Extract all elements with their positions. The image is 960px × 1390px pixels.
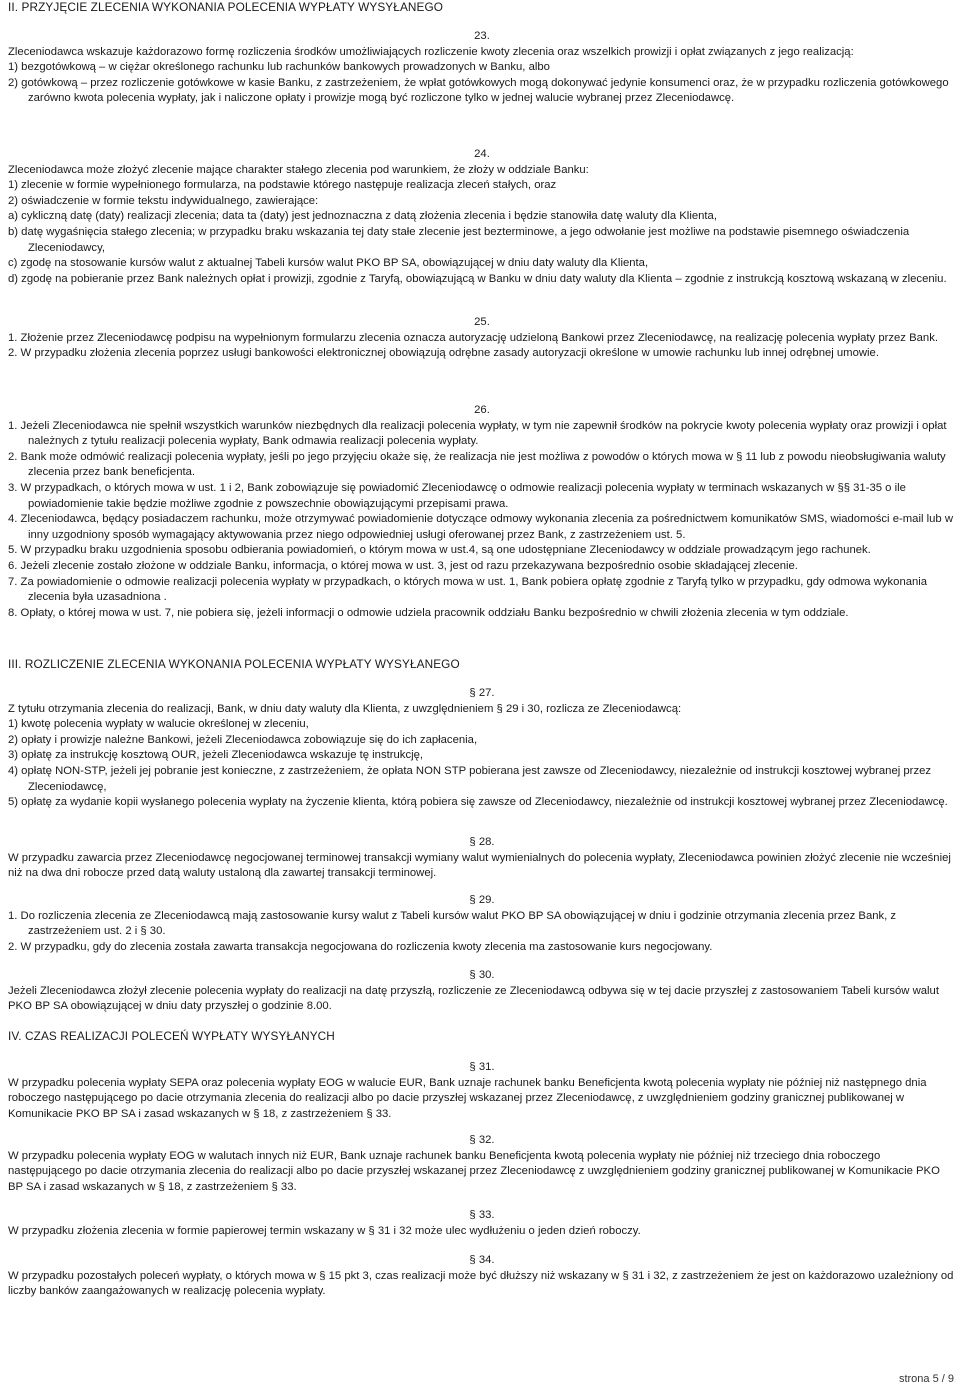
paragraph-number: 24. bbox=[474, 148, 490, 160]
list-item: 2. Bank może odmówić realizacji polecenia wypłaty, jeśli po jego przyjęciu okaże się, że realizacja nie jest możliwa z powodów o których mowa w § 11 lub z powodu nieobsługiwania waluty zlecenia przez bank beneficjenta. bbox=[8, 450, 946, 479]
list-item: 2) gotówkową – przez rozliczenie gotówkowe w kasie Banku, z zastrzeżeniem, że wpłat gotówkowych mogą dokonywać jedynie konsumenci oraz, że w przypadku rozliczenia gotówkowego zarówno kwota polecenia wypłaty, jak i naliczone opłaty i prowizje mogą być rozliczone tylko w jednej walucie wybranej przez Zleceniodawcę. bbox=[8, 76, 949, 105]
list-item: 4. Zleceniodawca, będący posiadaczem rachunku, może otrzymywać powiadomienie dotyczące odmowy wykonania zlecenia za pośrednictwem komunikatów SMS, wiadomości e-mail lub w inny uzgodniony sposób wymagający aktywowania przez niego odpowiedniej usługi oferowanej przez Bank, z zastrzeżeniem ust. 5. bbox=[8, 513, 953, 541]
paragraph-28 bbox=[8, 835, 956, 882]
list-item: 7. Za powiadomienie o odmowie realizacji polecenia wypłaty w przypadkach, o których mowa w ust. 1, Bank pobiera opłatę zgodnie z Taryfą tylko w przypadku, gdy odmowa wykonania zlecenia była uzasadniona . bbox=[8, 575, 928, 604]
paragraph-25 bbox=[8, 315, 956, 362]
paragraph-text: W przypadku złożenia zlecenia w formie papierowej termin wskazany w § 31 i 32 może ulec wydłużeniu o jeden dzień roboczy. bbox=[8, 1224, 641, 1237]
paragraph-text: Jeżeli Zleceniodawca złożył zlecenie polecenia wypłaty do realizacji na datę przyszłą, rozliczenie ze Zleceniodawcą odbywa się w tej dacie przyszłej z zastosowaniem Tabeli kursów walut PKO BP SA obowiązującej w dniu daty przyszłej o godzinie 8.00. bbox=[8, 984, 939, 1013]
list-item: 1) bezgotówkową – w ciężar określonego rachunku lub rachunków bankowych prowadzonych w Banku, albo bbox=[8, 61, 550, 74]
list-item: 2) oświadczenie w formie tekstu indywidualnego, zawierające: bbox=[8, 194, 319, 207]
list-item: 6. Jeżeli zlecenie zostało złożone w oddziale Banku, informacja, o której mowa w ust. 3, jest od razu przekazywana bezpośrednio osobie składającej zlecenie. bbox=[8, 559, 798, 572]
list-item: 2. W przypadku, gdy do zlecenia została zawarta transakcja negocjowana do rozliczenia kwoty zlecenia ma zastosowanie kurs negocjowany. bbox=[8, 940, 713, 953]
list-item: 3. W przypadkach, o których mowa w ust. 1 i 2, Bank zobowiązuje się powiadomić Zleceniodawcę o odmowie realizacji polecenia wypłaty w terminach wskazanych w §§ 31-35 o ile powiadomienie takie będzie możliwe zgodnie z powszechnie obowiązującymi przepisami prawa. bbox=[8, 481, 906, 510]
list-item: 1. Do rozliczenia zlecenia ze Zleceniodawcą mają zastosowanie kursy walut z Tabeli kursów walut PKO BP SA obowiązującej w dniu i godzinie otrzymania zlecenia przez Bank, z zastrzeżeniem ust. 2 i § 30. bbox=[8, 909, 897, 938]
list-item: 4) opłatę NON-STP, jeżeli jej pobranie jest konieczne, z zastrzeżeniem, że opłata NON STP pobierana jest zawsze od Zleceniodawcy, niezależnie od instrukcji kosztowej wybranej przez Zleceniodawcę, bbox=[8, 764, 932, 793]
list-item: 5. W przypadku braku uzgodnienia sposobu odbierania powiadomień, o którym mowa w ust.4, są one udostępniane Zleceniodawcy w oddziale prowadzącym jego rachunek. bbox=[8, 544, 871, 557]
list-item: 1. Złożenie przez Zleceniodawcę podpisu na wypełnionym formularzu zlecenia oznacza autoryzację udzieloną Bankowi przez Zleceniodawcę, na realizację polecenia wypłaty przez Bank. bbox=[8, 331, 938, 344]
section-title-2: II. PRZYJĘCIE ZLECENIA WYKONANIA POLECENIA WYPŁATY WYSYŁANEGO bbox=[8, 0, 444, 14]
paragraph-number: § 31. bbox=[469, 1061, 495, 1073]
paragraph-text: Zleceniodawca wskazuje każdorazowo formę rozliczenia środków umożliwiających rozliczenie kwoty zlecenia oraz wszelkich prowizji i opłat związanych z jego realizacją: bbox=[8, 45, 854, 58]
list-item: 1. Jeżeli Zleceniodawca nie spełnił wszystkich warunków niezbędnych dla realizacji polecenia wypłaty, w tym nie zapewnił środków na pokrycie kwoty polecenia wypłaty oraz prowizji i opłat należnych z tytułu realizacji polecenia wypłaty, Bank odmawia realizacji polecenia wypłaty. bbox=[8, 419, 947, 448]
section-title-4: IV. CZAS REALIZACJI POLECEŃ WYPŁATY WYSYŁANYCH bbox=[8, 1029, 335, 1043]
list-item: c) zgodę na stosowanie kursów walut z aktualnej Tabeli kursów walut PKO BP SA, obowiązującej w dniu daty waluty dla Klienta, bbox=[8, 257, 649, 270]
paragraph-number: § 32. bbox=[469, 1134, 495, 1146]
paragraph-text: W przypadku polecenia wypłaty EOG w walutach innych niż EUR, Bank uznaje rachunek banku Beneficjenta kwotą polecenia wypłaty nie później niż trzeciego dnia roboczego następującego po dacie otrzymania zlecenia do realizacji albo po dacie przyszłej wskazanej przez Zleceniodawcę z uwzględnieniem godziny granicznej publikowanej w Komunikacie PKO BP SA i zasad wskazanych w § 18, z zastrzeżeniem § 33. bbox=[8, 1149, 940, 1193]
paragraph-27 bbox=[8, 686, 956, 811]
paragraph-34 bbox=[8, 1253, 956, 1300]
list-item: d) zgodę na pobieranie przez Bank należnych opłat i prowizji, zgodnie z Taryfą, obowiązującą w Banku w dniu daty waluty dla Klienta – zgodnie z instrukcją kosztową wskazaną w zleceniu. bbox=[8, 272, 947, 285]
section-title-3: III. ROZLICZENIE ZLECENIA WYKONANIA POLECENIA WYPŁATY WYSYŁANEGO bbox=[8, 657, 460, 671]
paragraph-number: § 33. bbox=[469, 1209, 495, 1221]
paragraph-number: § 29. bbox=[469, 894, 495, 906]
paragraph-text: Z tytułu otrzymania zlecenia do realizacji, Bank, w dniu daty waluty dla Klienta, z uwzględnieniem § 29 i 30, rozlicza ze Zleceniodawcą: bbox=[8, 702, 682, 715]
paragraph-text: W przypadku polecenia wypłaty SEPA oraz polecenia wypłaty EOG w walucie EUR, Bank uznaje rachunek banku Beneficjenta kwotą polecenia wypłaty nie później niż następnego dnia roboczego następującego po dacie otrzymania zlecenia do realizacji albo po dacie przyszłej wskazanej przez Zleceniodawcę, z uwzględnieniem godziny granicznej publikowanej w Komunikacie PKO BP SA i zasad wskazanych w § 18, z zastrzeżeniem § 33. bbox=[8, 1076, 927, 1120]
paragraph-33 bbox=[8, 1208, 956, 1239]
paragraph-32 bbox=[8, 1133, 956, 1195]
paragraph-number: § 28. bbox=[469, 836, 495, 848]
paragraph-number: § 34. bbox=[469, 1254, 495, 1266]
list-item: 2. W przypadku złożenia zlecenia poprzez usługi bankowości elektronicznej obowiązują odrębne zasady autoryzacji określone w umowie rachunku lub innej odrębnej umowie. bbox=[8, 347, 879, 360]
list-item: 3) opłatę za instrukcję kosztową OUR, jeżeli Zleceniodawca wskazuje tę instrukcję, bbox=[8, 749, 424, 762]
paragraph-number: § 27. bbox=[469, 687, 495, 699]
paragraph-29 bbox=[8, 893, 956, 955]
paragraph-text: Zleceniodawca może złożyć zlecenie mające charakter stałego zlecenia pod warunkiem, że złoży w oddziale Banku: bbox=[8, 163, 589, 176]
list-item: 1) zlecenie w formie wypełnionego formularza, na podstawie którego następuje realizacja zleceń stałych, oraz bbox=[8, 179, 557, 192]
list-item: 2) opłaty i prowizje należne Bankowi, jeżeli Zleceniodawca zobowiązuje się do ich zapłacenia, bbox=[8, 733, 478, 746]
paragraph-24 bbox=[8, 147, 956, 287]
list-item: 5) opłatę za wydanie kopii wysłanego polecenia wypłaty na życzenie klienta, którą pobiera się zawsze od Zleceniodawcy, niezależnie od instrukcji kosztowej wybranej przez Zleceniodawcę. bbox=[8, 796, 948, 809]
paragraph-text: W przypadku zawarcia przez Zleceniodawcę negocjowanej terminowej transakcji wymiany walut wymienialnych do polecenia wypłaty, Zleceniodawca powinien złożyć zlecenie nie wcześniej niż na dwa dni robocze przed datą waluty ustaloną dla zawartej transakcji terminowej. bbox=[8, 851, 951, 880]
list-item: 1) kwotę polecenia wypłaty w walucie określonej w zleceniu, bbox=[8, 718, 309, 731]
paragraph-23 bbox=[8, 29, 956, 107]
paragraph-number: § 30. bbox=[469, 969, 495, 981]
paragraph-31 bbox=[8, 1060, 956, 1122]
list-item: 8. Opłaty, o której mowa w ust. 7, nie pobiera się, jeżeli informacji o odmowie udziela pracownik oddziału Banku bezpośrednio w chwili złożenia zlecenia w tym oddziale. bbox=[8, 606, 849, 619]
paragraph-number: 23. bbox=[474, 30, 490, 42]
list-item: a) cykliczną datę (daty) realizacji zlecenia; data ta (daty) jest jednoznaczna z datą złożenia zlecenia i będzie stanowiła datę waluty dla Klienta, bbox=[8, 210, 717, 223]
paragraph-number: 25. bbox=[474, 316, 490, 328]
paragraph-26 bbox=[8, 403, 956, 621]
paragraph-text: W przypadku pozostałych poleceń wypłaty, o których mowa w § 15 pkt 3, czas realizacji może być dłuższy niż wskazany w § 31 i 32, z zastrzeżeniem że jest on każdorazowo uzależniony od liczby banków zaangażowanych w realizację polecenia wypłaty. bbox=[8, 1269, 954, 1298]
paragraph-30 bbox=[8, 968, 956, 1015]
list-item: b) datę wygaśnięcia stałego zlecenia; w przypadku braku wskazania tej daty stałe zlecenie jest bezterminowe, a jego odwołanie jest możliwe na podstawie pisemnego oświadczenia Zleceniodawcy, bbox=[8, 225, 910, 254]
paragraph-number: 26. bbox=[474, 404, 490, 416]
page-number: strona 5 / 9 bbox=[898, 1373, 954, 1385]
